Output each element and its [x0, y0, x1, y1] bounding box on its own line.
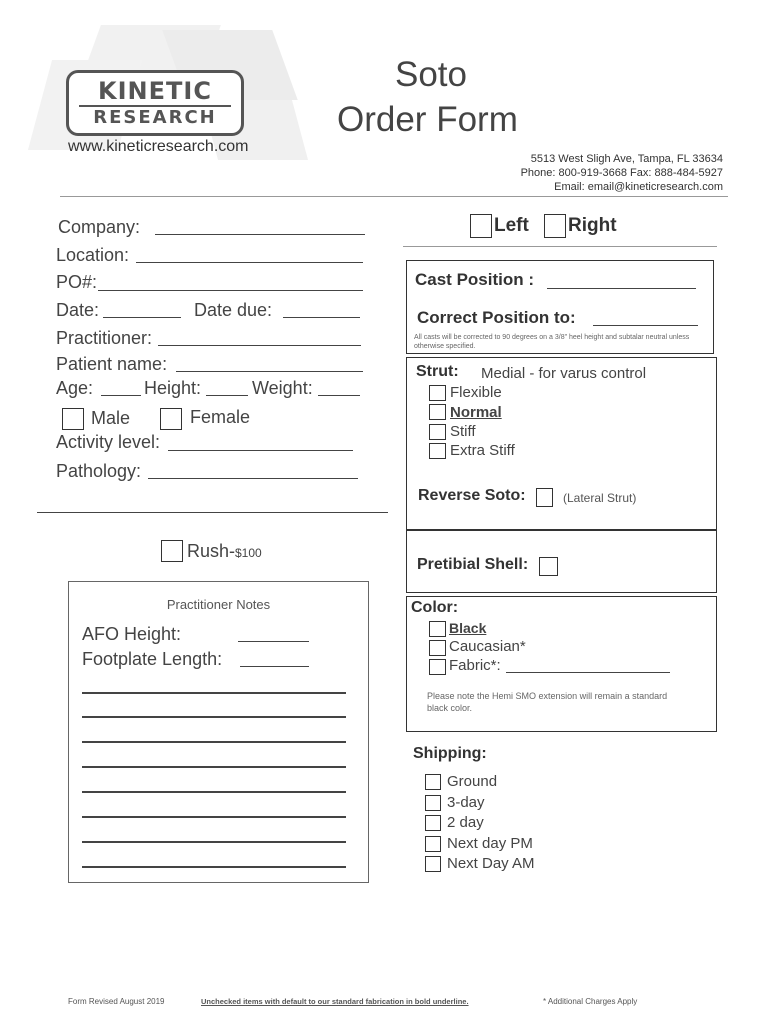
pretibial-checkbox[interactable]	[539, 557, 558, 576]
shipping-option-2day: 2 day	[447, 814, 484, 831]
age-field[interactable]	[101, 395, 141, 396]
notes-line[interactable]	[82, 791, 346, 793]
right-label: Right	[568, 215, 617, 236]
strut-option-normal: Normal	[450, 404, 502, 421]
shipping-label: Shipping:	[413, 745, 487, 762]
cast-position-field[interactable]	[547, 288, 696, 289]
address-street: 5513 West Sligh Ave, Tampa, FL 33634	[530, 153, 723, 165]
footer-charges: * Additional Charges Apply	[543, 997, 638, 1006]
height-label: Height:	[144, 378, 202, 398]
shipping-option-next-day-pm: Next day PM	[447, 835, 533, 852]
po-label: PO#:	[56, 272, 98, 292]
footplate-length-field[interactable]	[240, 666, 309, 667]
pathology-field[interactable]	[148, 478, 358, 479]
weight-field[interactable]	[318, 395, 360, 396]
date-field[interactable]	[103, 317, 181, 318]
pathology-field-extra[interactable]	[37, 512, 388, 513]
location-field[interactable]	[136, 262, 363, 263]
practitioner-notes-title: Practitioner Notes	[166, 597, 271, 612]
left-label: Left	[494, 215, 529, 236]
weight-label: Weight:	[252, 378, 313, 398]
company-label: Company:	[58, 217, 141, 237]
notes-line[interactable]	[82, 816, 346, 818]
rush-label: Rush-	[187, 541, 236, 561]
strut-option-stiff: Stiff	[450, 423, 476, 440]
logo-line2: RESEARCH	[93, 107, 217, 128]
pretibial-label: Pretibial Shell:	[417, 556, 529, 573]
age-label: Age:	[56, 378, 94, 398]
company-logo	[66, 70, 244, 136]
practitioner-label: Practitioner:	[56, 328, 153, 348]
notes-line[interactable]	[82, 741, 346, 743]
height-field[interactable]	[206, 395, 248, 396]
strut-desc: Medial - for varus control	[481, 365, 647, 382]
patient-name-field[interactable]	[176, 371, 363, 372]
correct-position-label: Correct Position to:	[417, 308, 576, 327]
title-line1: Soto	[395, 55, 467, 94]
rush-checkbox[interactable]	[161, 540, 183, 562]
notes-line[interactable]	[82, 716, 346, 718]
date-due-field[interactable]	[283, 317, 360, 318]
website-link[interactable]: www.kineticresearch.com	[68, 138, 249, 155]
fabric-field[interactable]	[506, 672, 670, 673]
male-label: Male	[91, 408, 131, 428]
location-label: Location:	[56, 245, 130, 265]
afo-height-field[interactable]	[238, 641, 309, 642]
color-label: Color:	[411, 599, 459, 616]
activity-level-label: Activity level:	[56, 432, 161, 452]
footer-default-note: Unchecked items with default to our standard fabrication in bold underline.	[201, 997, 469, 1006]
shipping-next-day-pm-checkbox[interactable]	[425, 836, 441, 852]
shipping-next-day-am-checkbox[interactable]	[425, 856, 441, 872]
header-divider	[60, 196, 728, 197]
footplate-length-label: Footplate Length:	[82, 649, 223, 669]
logo-line1: KINETIC	[98, 77, 212, 105]
reverse-soto-note: (Lateral Strut)	[563, 491, 637, 505]
cast-position-label: Cast Position :	[415, 270, 535, 289]
rush-price: $100	[235, 546, 262, 560]
strut-option-extra-stiff: Extra Stiff	[450, 442, 515, 459]
date-due-label: Date due:	[194, 300, 273, 320]
notes-line[interactable]	[82, 841, 346, 843]
shipping-ground-checkbox[interactable]	[425, 774, 441, 790]
notes-line[interactable]	[82, 866, 346, 868]
activity-level-field[interactable]	[168, 450, 353, 451]
color-option-fabric: Fabric*:	[449, 657, 501, 674]
shipping-3day-checkbox[interactable]	[425, 795, 441, 811]
footer-revised: Form Revised August 2019	[68, 997, 165, 1006]
color-black-checkbox[interactable]	[429, 621, 446, 637]
strut-extra-stiff-checkbox[interactable]	[429, 443, 446, 459]
strut-option-flexible: Flexible	[450, 384, 502, 401]
male-checkbox[interactable]	[62, 408, 84, 430]
female-label: Female	[190, 407, 251, 427]
female-checkbox[interactable]	[160, 408, 182, 430]
title-line2: Order Form	[337, 100, 518, 139]
reverse-soto-checkbox[interactable]	[536, 488, 553, 507]
address-email: Email: email@kineticresearch.com	[554, 181, 723, 193]
address-phone: Phone: 800-919-3668 Fax: 888-484-5927	[520, 167, 723, 179]
strut-normal-checkbox[interactable]	[429, 404, 446, 420]
strut-flexible-checkbox[interactable]	[429, 385, 446, 401]
strut-label: Strut:	[416, 363, 459, 380]
company-field[interactable]	[155, 234, 365, 235]
color-option-black: Black	[449, 620, 487, 636]
shipping-option-ground: Ground	[447, 773, 498, 790]
shipping-option-3day: 3-day	[447, 794, 485, 811]
shipping-2day-checkbox[interactable]	[425, 815, 441, 831]
color-option-caucasian: Caucasian*	[449, 638, 526, 655]
right-checkbox[interactable]	[544, 214, 566, 238]
practitioner-field[interactable]	[158, 345, 361, 346]
po-field[interactable]	[98, 290, 363, 291]
pathology-label: Pathology:	[56, 461, 142, 481]
patient-name-label: Patient name:	[56, 354, 168, 374]
date-label: Date:	[56, 300, 100, 320]
notes-line[interactable]	[82, 692, 346, 694]
color-fabric-checkbox[interactable]	[429, 659, 446, 675]
shipping-option-next-day-am: Next Day AM	[447, 855, 535, 872]
side-divider	[403, 246, 717, 247]
reverse-soto-label: Reverse Soto:	[418, 487, 526, 504]
strut-stiff-checkbox[interactable]	[429, 424, 446, 440]
color-note: Please note the Hemi SMO extension will remain a standard black color.	[427, 691, 668, 713]
color-caucasian-checkbox[interactable]	[429, 640, 446, 656]
cast-note: All casts will be corrected to 90 degrees on a 3/8" heel height and subtalar neutral unless otherwise specified.	[414, 334, 690, 350]
left-checkbox[interactable]	[470, 214, 492, 238]
notes-line[interactable]	[82, 766, 346, 768]
afo-height-label: AFO Height:	[82, 624, 182, 644]
correct-position-field[interactable]	[593, 325, 698, 326]
